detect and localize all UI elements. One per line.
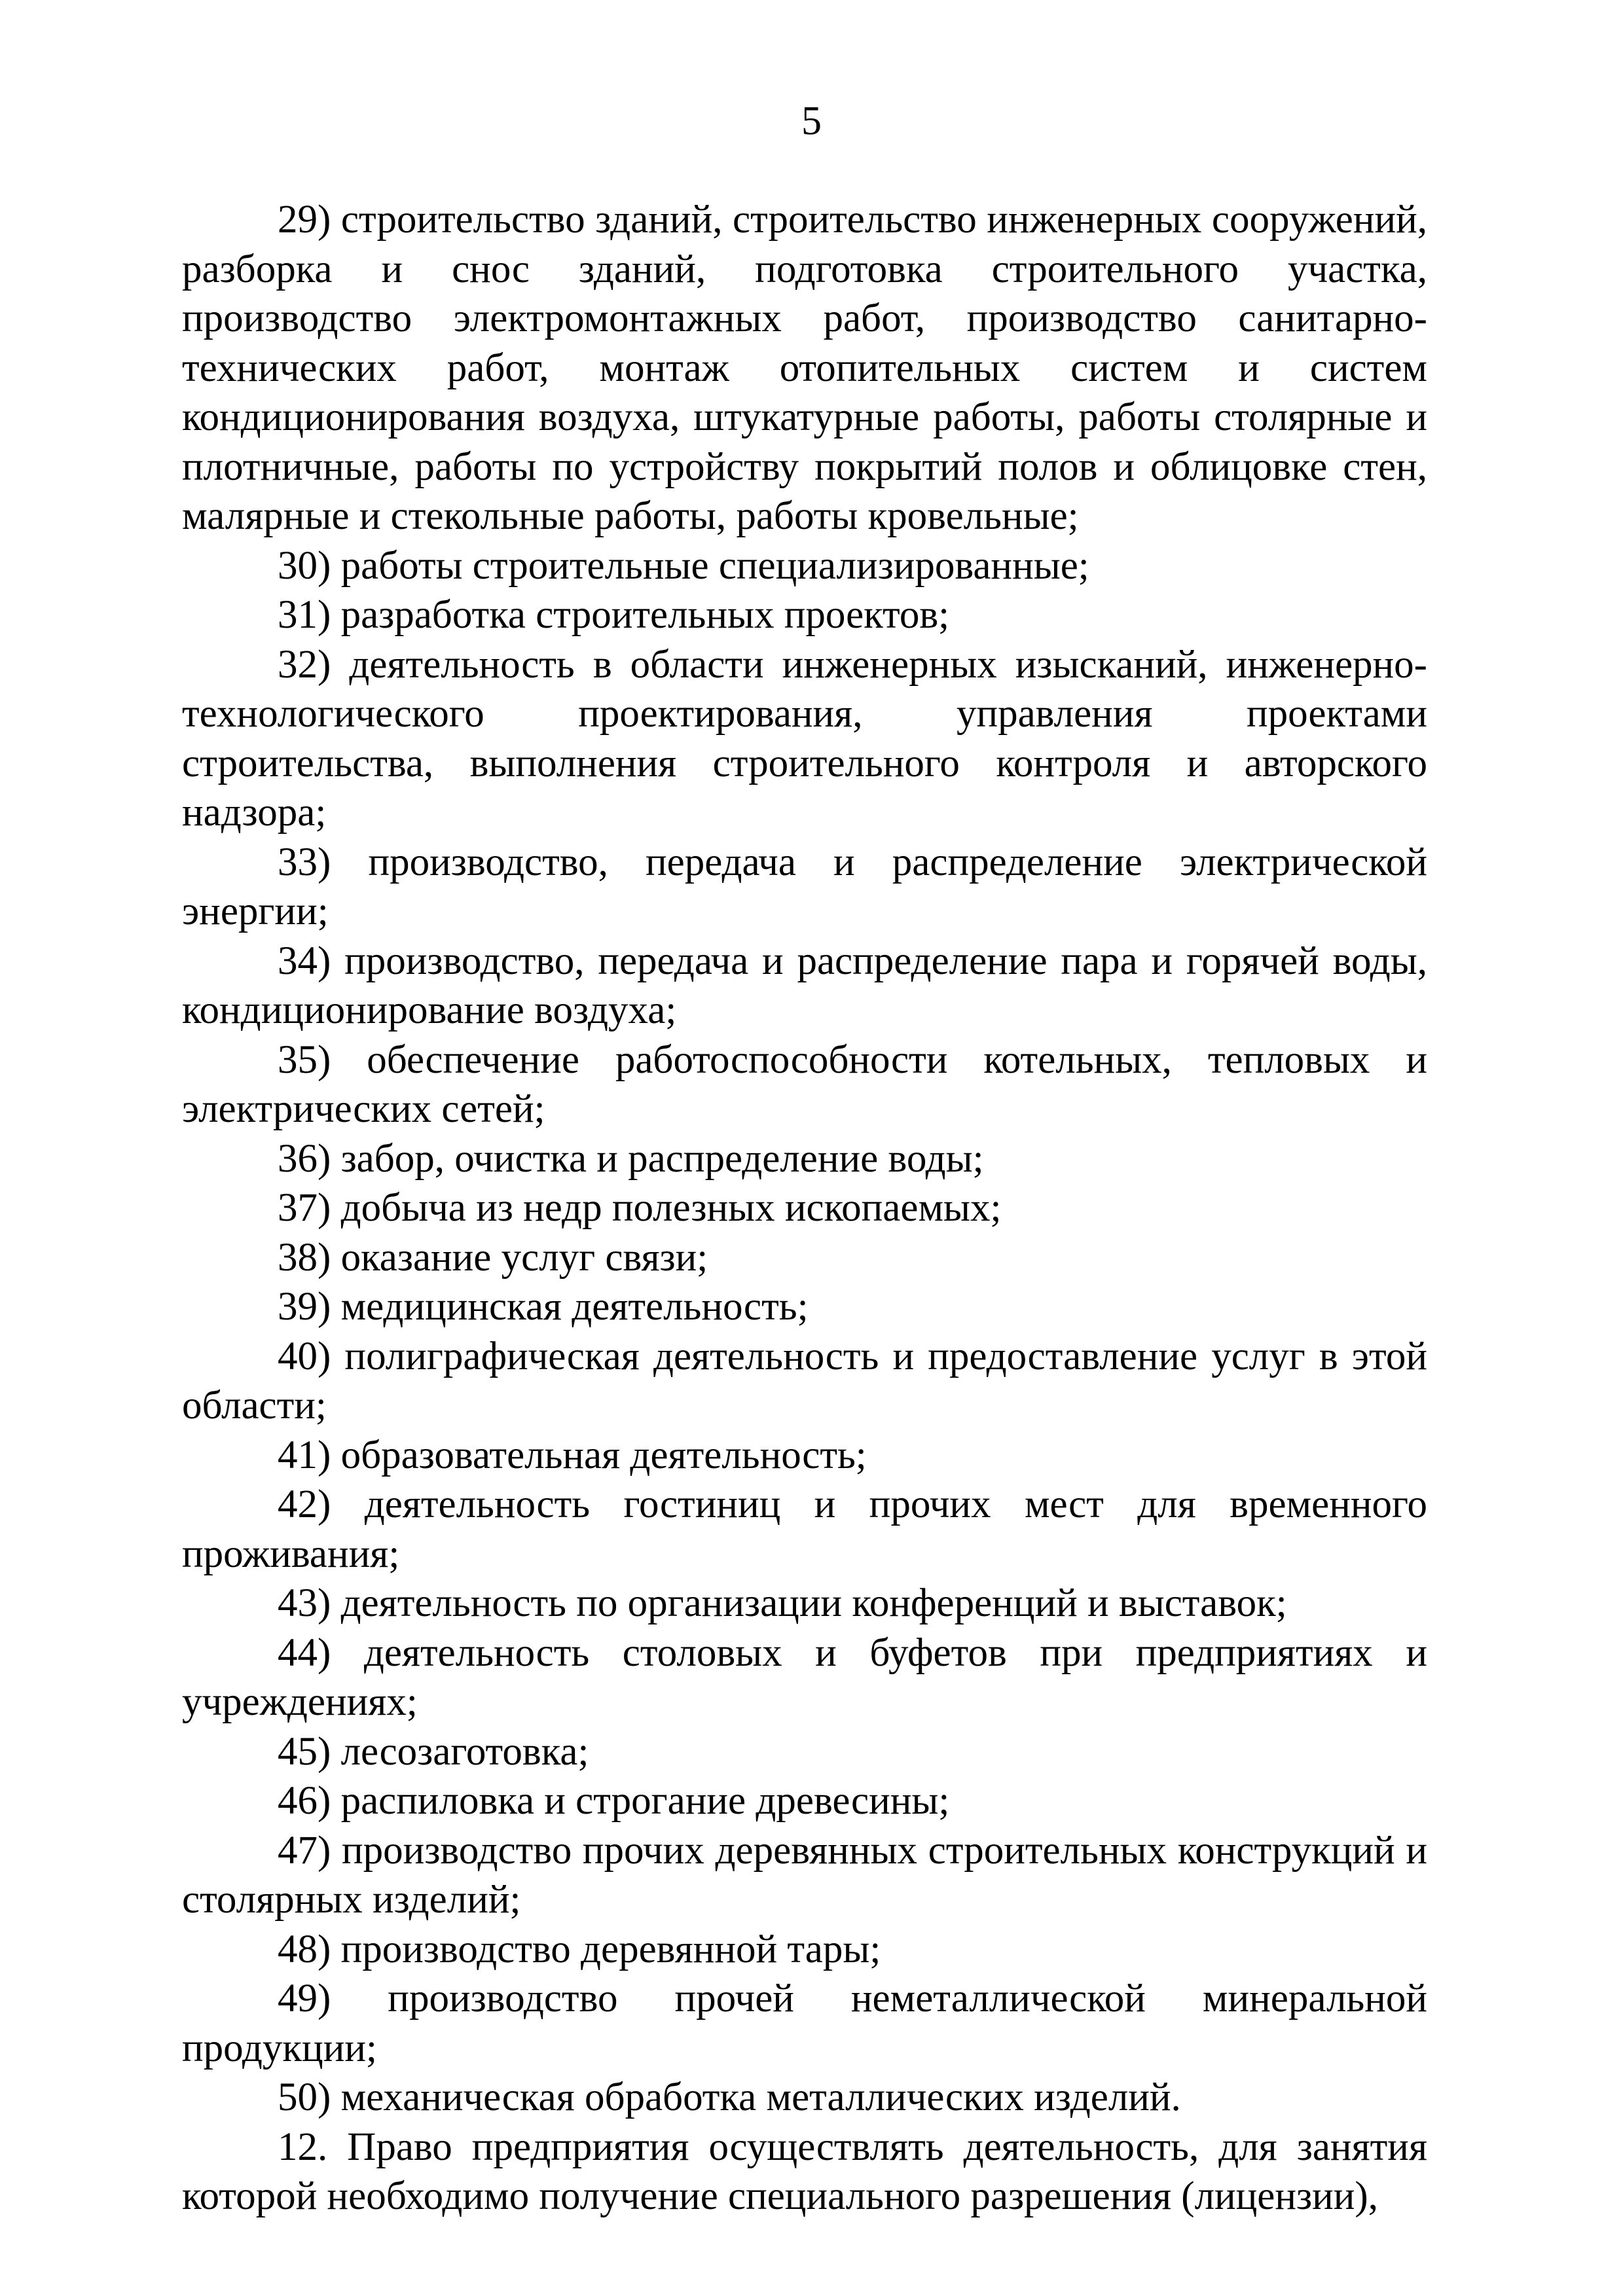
list-item: 46) распиловка и строгание древесины; [278, 1779, 950, 1823]
list-item: 48) производство деревянной тары; [278, 1927, 881, 1971]
list-item: 35) обеспечение работоспособности котельных, тепловых и электрических сетей; [182, 1037, 1427, 1131]
list-item: 38) оказание услуг связи; [278, 1235, 708, 1280]
list-item: 37) добыча из недр полезных ископаемых; [278, 1186, 1002, 1230]
list-item: 30) работы строительные специализированные; [278, 543, 1089, 588]
list-item: 41) образовательная деятельность; [278, 1433, 867, 1477]
list-item: 44) деятельность столовых и буфетов при предприятиях и учреждениях; [182, 1630, 1427, 1724]
list-item: 43) деятельность по организации конференций и выставок; [278, 1581, 1287, 1625]
list-item: 12. Право предприятия осуществлять деятельность, для занятия которой необходимо получение специального разрешения (лицензии), [182, 2125, 1427, 2218]
list-item: 33) производство, передача и распределение электрической энергии; [182, 840, 1427, 933]
list-item: 31) разработка строительных проектов; [278, 593, 950, 637]
page-number: 5 [801, 99, 822, 143]
list-item: 36) забор, очистка и распределение воды; [278, 1136, 984, 1181]
list-item: 49) производство прочей неметаллической минеральной продукции; [182, 1977, 1427, 2070]
list-item: 34) производство, передача и распределение пара и горячей воды, кондиционирование воздуха; [182, 939, 1427, 1032]
list-item: 47) производство прочих деревянных строительных конструкций и столярных изделий; [182, 1828, 1427, 1922]
list-item: 50) механическая обработка металлических изделий. [278, 2075, 1181, 2119]
list-item: 29) строительство зданий, строительство инженерных сооружений, разборка и снос зданий, подготовка строительного участка, производство электромонтажных работ, производство санитарно-технических работ, монтаж отопительных систем и систем кондиционирования воздуха, штукатурные работы, работы столярные и плотничные, работы по устройству покрытий полов и облицовке стен, малярные и стекольные работы, работы кровельные; [182, 198, 1427, 538]
list-item: 39) медицинская деятельность; [278, 1285, 809, 1329]
list-item: 32) деятельность в области инженерных изысканий, инженерно-технологического проектирования, управления проектами строительства, выполнения строительного контроля и авторского надзора; [182, 642, 1427, 834]
document-body [182, 195, 1427, 2221]
list-item: 40) полиграфическая деятельность и предоставление услуг в этой области; [182, 1334, 1427, 1427]
list-item: 45) лесозаготовка; [278, 1729, 589, 1774]
list-item: 42) деятельность гостиниц и прочих мест для временного проживания; [182, 1482, 1427, 1576]
